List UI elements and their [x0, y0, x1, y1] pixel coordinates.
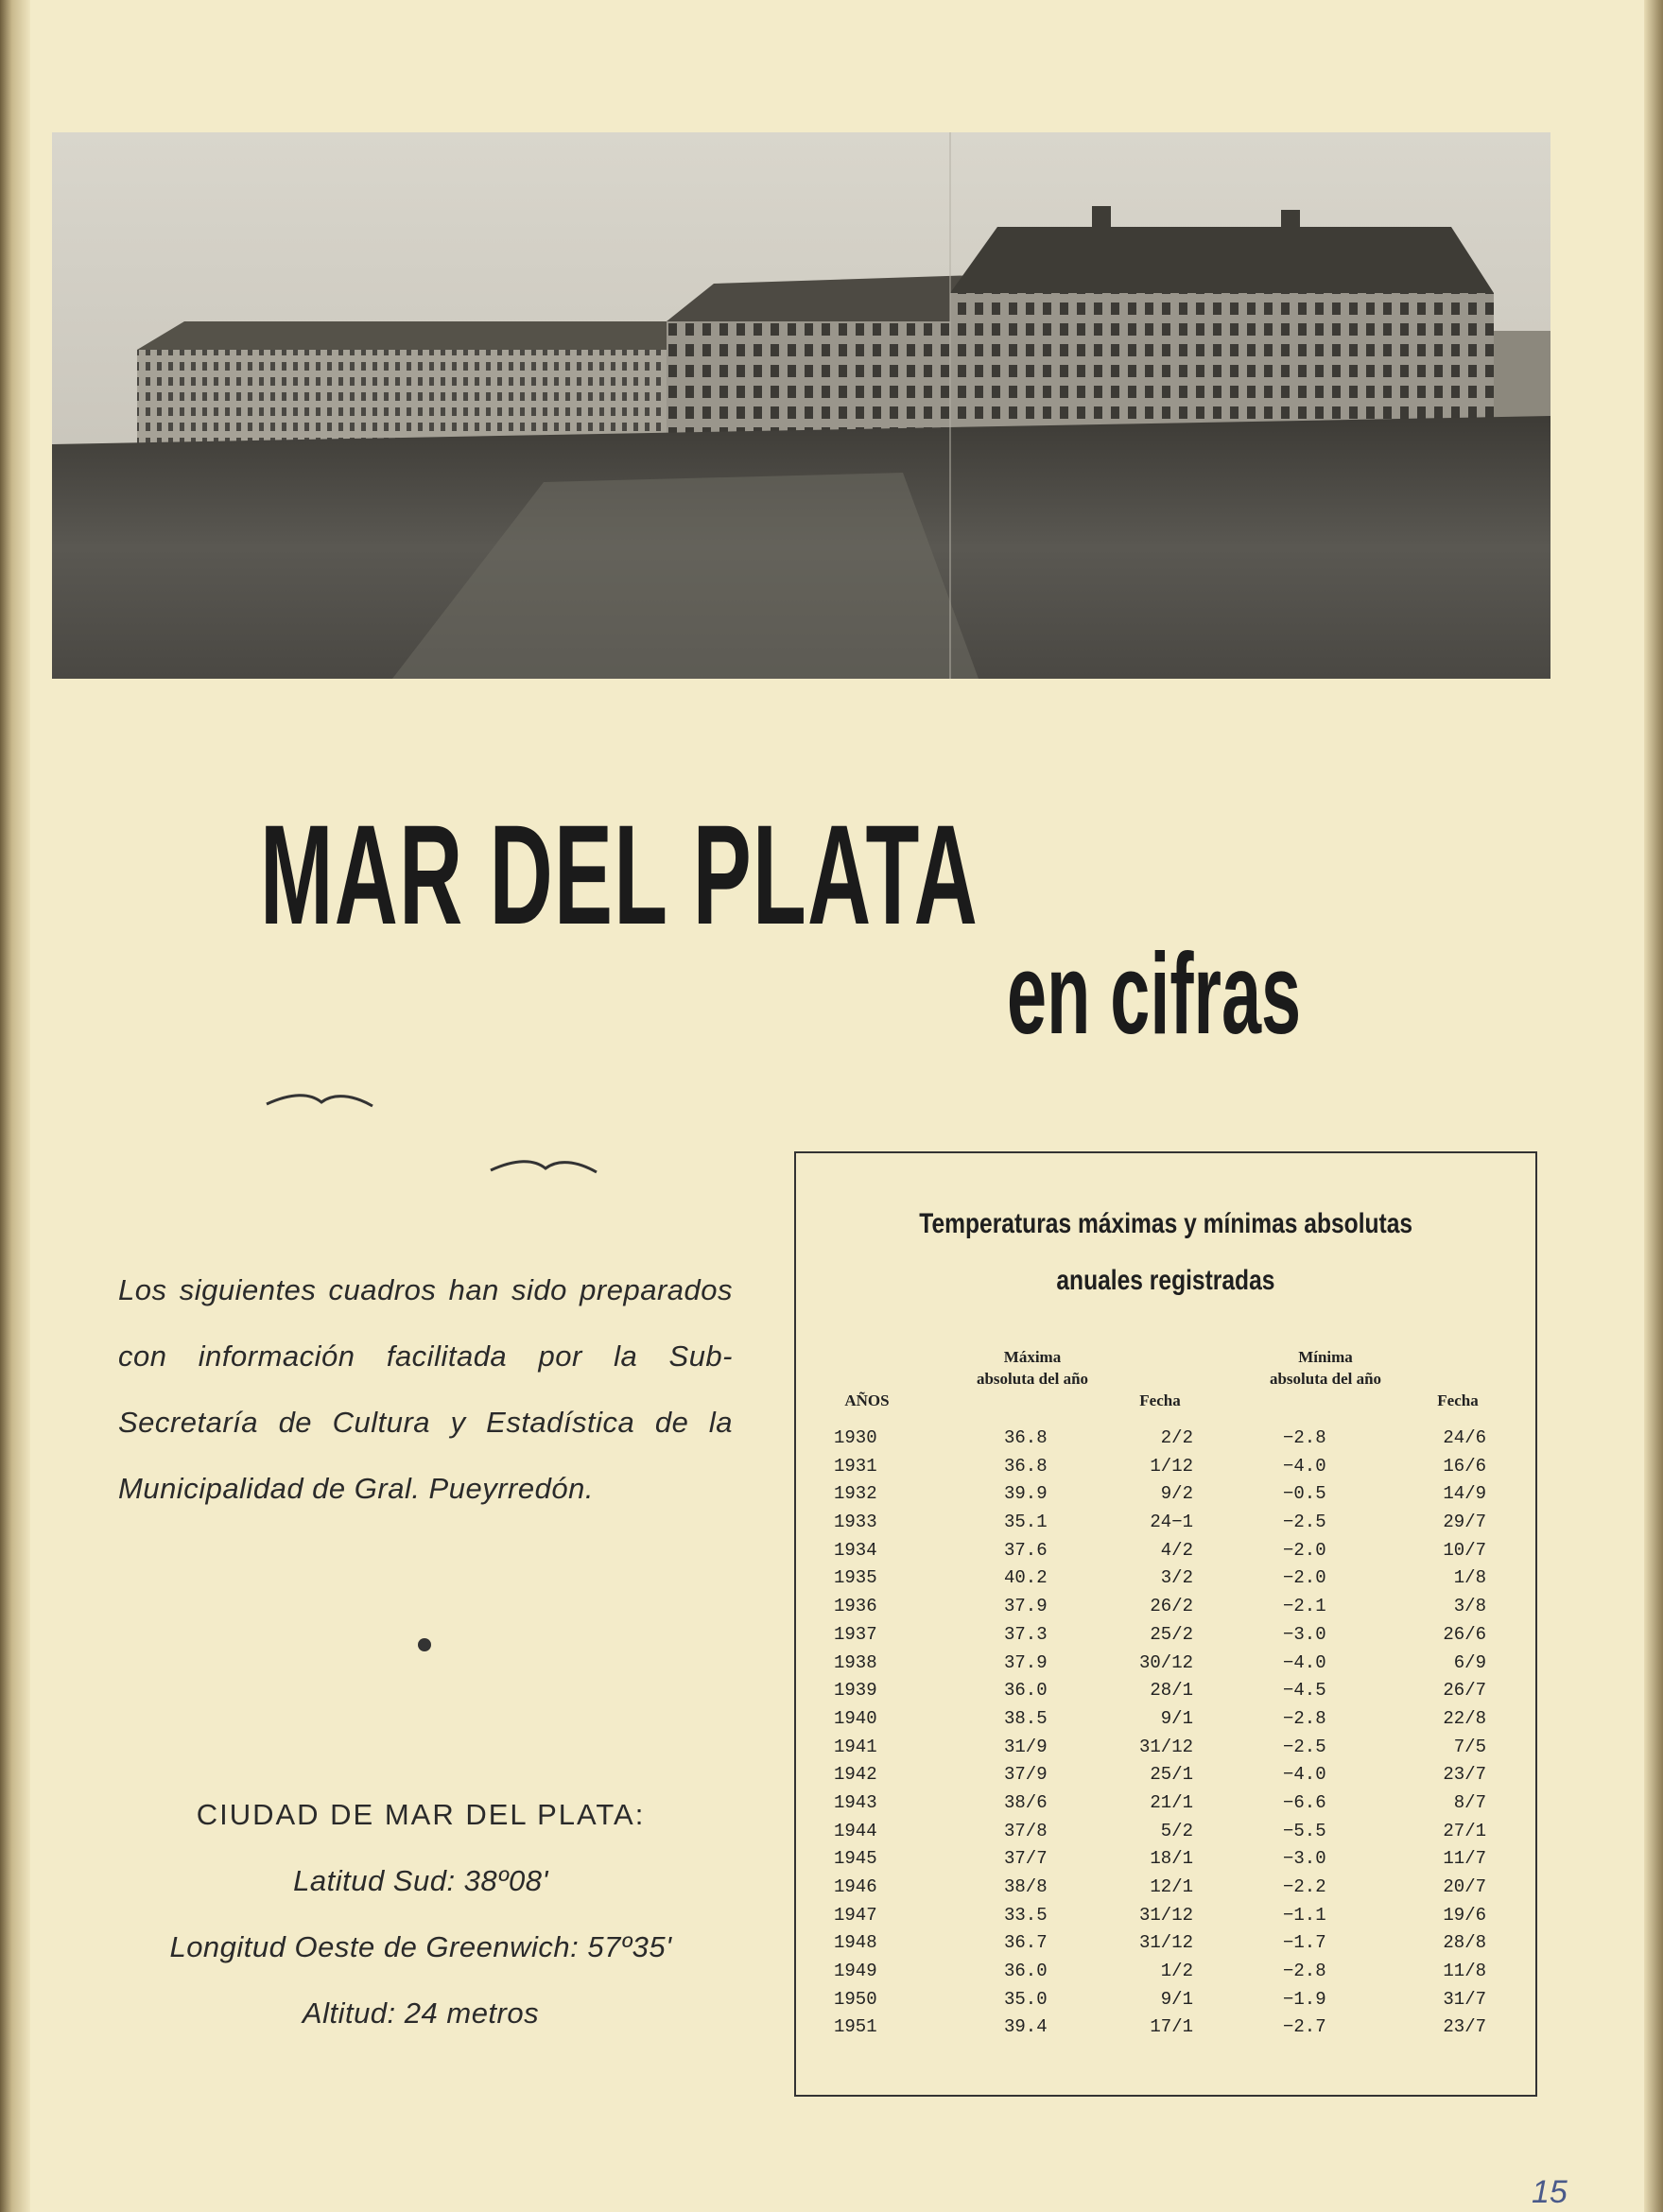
- cell-year: 1933: [834, 1512, 877, 1533]
- cell-year: 1940: [834, 1707, 877, 1729]
- cell-max-date: 9/1: [1160, 1988, 1193, 2010]
- cell-min: −2.0: [1283, 1567, 1326, 1589]
- header-max: Máxima absoluta del año: [976, 1348, 1089, 1388]
- cell-year: 1930: [834, 1427, 877, 1448]
- cell-min-date: 7/5: [1453, 1736, 1486, 1757]
- cell-max: 37.9: [1004, 1596, 1048, 1617]
- cell-min: −2.8: [1283, 1707, 1326, 1729]
- cell-year: 1934: [834, 1539, 877, 1561]
- cell-min: −4.5: [1283, 1680, 1326, 1702]
- cell-year: 1949: [834, 1961, 877, 1982]
- table-row: [796, 1764, 1535, 1792]
- cell-min: −2.1: [1283, 1596, 1326, 1617]
- city-altitude: Altitud: 24 metros: [302, 1996, 540, 2030]
- cell-max-date: 5/2: [1160, 1820, 1193, 1841]
- cell-max: 36.0: [1004, 1680, 1048, 1702]
- cell-min-date: 10/7: [1443, 1539, 1486, 1561]
- cell-max: 37.3: [1004, 1623, 1048, 1645]
- cell-max-date: 12/1: [1150, 1876, 1193, 1897]
- cell-max-date: 31/12: [1138, 1904, 1193, 1926]
- cell-year: 1931: [834, 1455, 877, 1477]
- header-year: AÑOS: [844, 1391, 890, 1409]
- cell-min: −2.2: [1283, 1876, 1326, 1897]
- cell-max-date: 9/1: [1160, 1707, 1193, 1729]
- page-binding-shadow: [0, 0, 30, 2212]
- table-row: [796, 1540, 1535, 1568]
- ornament-swash-1: [263, 1087, 376, 1115]
- table-body: [796, 1427, 1535, 2045]
- table-row: [796, 1456, 1535, 1484]
- cell-year: 1947: [834, 1904, 877, 1926]
- page-number: 15: [1532, 2174, 1568, 2210]
- cell-max: 35.1: [1004, 1512, 1048, 1533]
- city-longitude: Longitud Oeste de Greenwich: 57º35': [169, 1930, 672, 1963]
- cell-min: −1.1: [1283, 1904, 1326, 1926]
- cell-max-date: 25/1: [1150, 1764, 1193, 1786]
- cell-max-date: 26/2: [1150, 1596, 1193, 1617]
- cell-min-date: 1/8: [1453, 1567, 1486, 1589]
- city-heading: CIUDAD DE MAR DEL PLATA:: [196, 1798, 646, 1831]
- cell-min: −2.5: [1283, 1736, 1326, 1757]
- cell-max: 39.9: [1004, 1483, 1048, 1505]
- cell-max: 36.7: [1004, 1932, 1048, 1954]
- cell-max-date: 1/2: [1160, 1961, 1193, 1982]
- cell-year: 1941: [834, 1736, 877, 1757]
- cell-min-date: 22/8: [1443, 1707, 1486, 1729]
- table-row: [796, 1427, 1535, 1456]
- table-row: [796, 1905, 1535, 1933]
- cell-min-date: 28/8: [1443, 1932, 1486, 1954]
- table-row: [796, 1821, 1535, 1849]
- cell-min-date: 23/7: [1443, 2016, 1486, 2038]
- cell-max-date: 9/2: [1160, 1483, 1193, 1505]
- cell-year: 1936: [834, 1596, 877, 1617]
- cell-min: −1.7: [1283, 1932, 1326, 1954]
- cell-min: −2.7: [1283, 2016, 1326, 2038]
- table-row: [796, 1483, 1535, 1512]
- city-info: [104, 1782, 737, 2047]
- cell-year: 1939: [834, 1680, 877, 1702]
- table-row: [796, 1848, 1535, 1876]
- table-row: [796, 1932, 1535, 1961]
- table-row: [796, 1567, 1535, 1596]
- cell-max: 37/7: [1004, 1848, 1048, 1870]
- cell-year: 1943: [834, 1791, 877, 1813]
- cell-min-date: 20/7: [1443, 1876, 1486, 1897]
- cell-year: 1935: [834, 1567, 877, 1589]
- headline-title: MAR DEL PLATA: [260, 795, 979, 954]
- cell-min: −6.6: [1283, 1791, 1326, 1813]
- cell-min-date: 11/7: [1443, 1848, 1486, 1870]
- cell-max-date: 30/12: [1138, 1651, 1193, 1673]
- cell-max: 33.5: [1004, 1904, 1048, 1926]
- cell-min-date: 26/7: [1443, 1680, 1486, 1702]
- table-row: [796, 1624, 1535, 1652]
- cell-max-date: 1/12: [1150, 1455, 1193, 1477]
- cell-min: −3.0: [1283, 1623, 1326, 1645]
- cell-max-date: 25/2: [1150, 1623, 1193, 1645]
- cell-max-date: 21/1: [1150, 1791, 1193, 1813]
- table-row: [796, 1876, 1535, 1905]
- cell-min: −5.5: [1283, 1820, 1326, 1841]
- cell-year: 1944: [834, 1820, 877, 1841]
- cell-min: −2.8: [1283, 1427, 1326, 1448]
- table-title: [796, 1196, 1535, 1309]
- cell-min-date: 23/7: [1443, 1764, 1486, 1786]
- cell-min: −2.0: [1283, 1539, 1326, 1561]
- cell-min: −4.0: [1283, 1764, 1326, 1786]
- cell-min-date: 11/8: [1443, 1961, 1486, 1982]
- city-latitude: Latitud Sud: 38º08': [293, 1864, 548, 1897]
- cell-max-date: 4/2: [1160, 1539, 1193, 1561]
- cell-max-date: 3/2: [1160, 1567, 1193, 1589]
- cell-max: 39.4: [1004, 2016, 1048, 2038]
- table-row: [796, 1596, 1535, 1624]
- header-max-date: Fecha: [1139, 1391, 1181, 1409]
- cell-max: 31/9: [1004, 1736, 1048, 1757]
- cell-max-date: 2/2: [1160, 1427, 1193, 1448]
- table-row: [796, 1652, 1535, 1681]
- cell-max: 36.8: [1004, 1427, 1048, 1448]
- cell-min: −2.5: [1283, 1512, 1326, 1533]
- cell-max-date: 31/12: [1138, 1932, 1193, 1954]
- table-title-line2: anuales registradas: [1056, 1265, 1275, 1296]
- temperature-table: [794, 1151, 1537, 2097]
- cell-max-date: 18/1: [1150, 1848, 1193, 1870]
- cell-year: 1938: [834, 1651, 877, 1673]
- cell-max: 38/6: [1004, 1791, 1048, 1813]
- cell-max-date: 28/1: [1150, 1680, 1193, 1702]
- cell-max: 38/8: [1004, 1876, 1048, 1897]
- cell-year: 1945: [834, 1848, 877, 1870]
- cell-min-date: 16/6: [1443, 1455, 1486, 1477]
- cell-min-date: 3/8: [1453, 1596, 1486, 1617]
- cell-max-date: 31/12: [1138, 1736, 1193, 1757]
- page-edge-shadow: [1644, 0, 1663, 2212]
- cell-year: 1932: [834, 1483, 877, 1505]
- cell-year: 1951: [834, 2016, 877, 2038]
- cell-max: 36.8: [1004, 1455, 1048, 1477]
- table-title-line1: Temperaturas máximas y mínimas absolutas: [919, 1208, 1412, 1239]
- intro-paragraph: Los siguientes cuadros han sido preparados con información facilitada por la Sub-Secretaría de Cultura y Estadística de la Municipalidad de Gral. Pueyrredón.: [118, 1273, 733, 1505]
- cell-min-date: 8/7: [1453, 1791, 1486, 1813]
- cell-max: 37.6: [1004, 1539, 1048, 1561]
- cell-min-date: 6/9: [1453, 1651, 1486, 1673]
- table-row: [796, 1512, 1535, 1540]
- cell-min: −4.0: [1283, 1651, 1326, 1673]
- cell-max: 36.0: [1004, 1961, 1048, 1982]
- table-row: [796, 1708, 1535, 1737]
- cell-min-date: 26/6: [1443, 1623, 1486, 1645]
- cell-year: 1937: [834, 1623, 877, 1645]
- cell-max-date: 24−1: [1150, 1512, 1193, 1533]
- cell-max: 35.0: [1004, 1988, 1048, 2010]
- table-row: [796, 1680, 1535, 1708]
- cell-max: 37.9: [1004, 1651, 1048, 1673]
- cell-min-date: 27/1: [1443, 1820, 1486, 1841]
- header-min-date: Fecha: [1437, 1391, 1479, 1409]
- cell-min-date: 31/7: [1443, 1988, 1486, 2010]
- table-row: [796, 1961, 1535, 1989]
- table-row: [796, 2016, 1535, 2045]
- table-row: [796, 1989, 1535, 2017]
- cell-max: 40.2: [1004, 1567, 1048, 1589]
- cell-year: 1946: [834, 1876, 877, 1897]
- cell-year: 1950: [834, 1988, 877, 2010]
- cell-max: 38.5: [1004, 1707, 1048, 1729]
- cell-year: 1948: [834, 1932, 877, 1954]
- table-row: [796, 1792, 1535, 1821]
- headline-subtitle: en cifras: [1007, 929, 1302, 1058]
- header-min: Mínima absoluta del año: [1269, 1348, 1382, 1388]
- ornament-swash-2: [487, 1153, 600, 1182]
- cell-min-date: 19/6: [1443, 1904, 1486, 1926]
- cell-max: 37/9: [1004, 1764, 1048, 1786]
- cell-max: 37/8: [1004, 1820, 1048, 1841]
- cell-max-date: 17/1: [1150, 2016, 1193, 2038]
- cell-min: −0.5: [1283, 1483, 1326, 1505]
- beach-photograph: [52, 132, 1550, 679]
- cell-min-date: 29/7: [1443, 1512, 1486, 1533]
- cell-min-date: 24/6: [1443, 1427, 1486, 1448]
- bullet-dot: [418, 1638, 431, 1651]
- cell-min: −1.9: [1283, 1988, 1326, 2010]
- cell-min: −3.0: [1283, 1848, 1326, 1870]
- cell-min: −2.8: [1283, 1961, 1326, 1982]
- cell-year: 1942: [834, 1764, 877, 1786]
- table-row: [796, 1737, 1535, 1765]
- cell-min-date: 14/9: [1443, 1483, 1486, 1505]
- cell-min: −4.0: [1283, 1455, 1326, 1477]
